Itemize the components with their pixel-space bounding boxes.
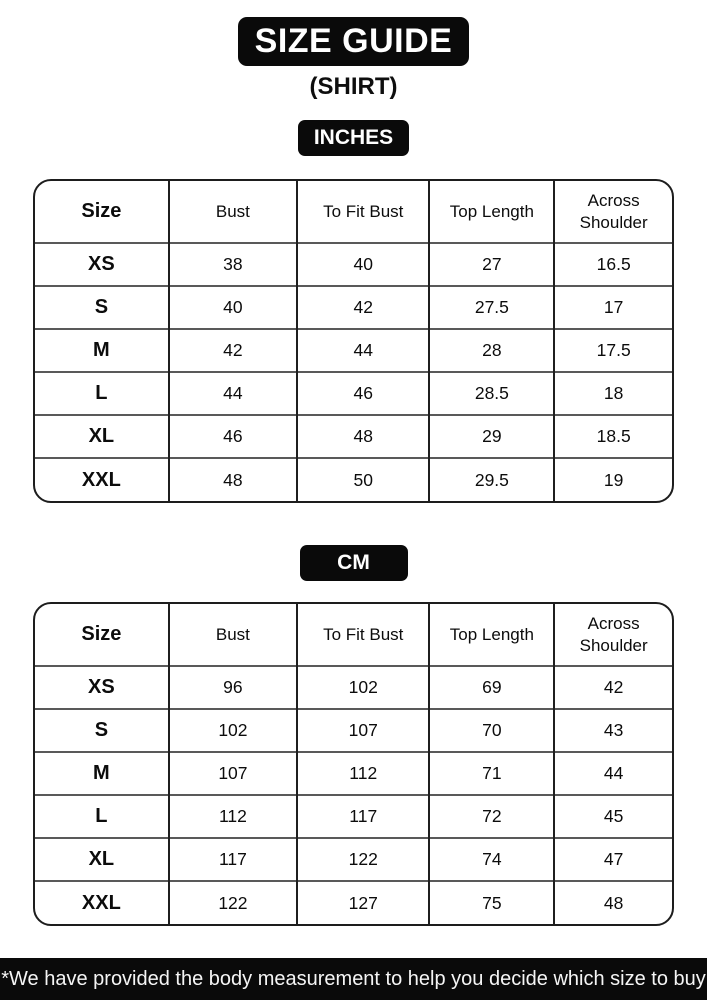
column-header: To Fit Bust (297, 181, 429, 243)
size-label: M (93, 762, 110, 784)
measurement-value: 117 (169, 838, 297, 881)
measurement-value: 122 (297, 838, 429, 881)
measurement-value: 45 (554, 795, 672, 838)
measurement-value: 42 (297, 286, 429, 329)
cm-size-table (35, 604, 672, 924)
column-header: Bust (169, 181, 297, 243)
measurement-value: 17.5 (554, 329, 672, 372)
column-header: Across Shoulder (554, 604, 672, 666)
measurement-value: 117 (297, 795, 429, 838)
measurement-value: 107 (169, 752, 297, 795)
measurement-value: 43 (554, 709, 672, 752)
measurement-value: 29.5 (429, 458, 554, 501)
measurement-value: 16.5 (554, 243, 672, 286)
measurement-value: 127 (297, 881, 429, 924)
garment-subtitle: (SHIRT) (309, 73, 398, 100)
size-label: S (94, 296, 109, 318)
measurement-value: 48 (297, 415, 429, 458)
measurement-value: 112 (169, 795, 297, 838)
column-header: Across Shoulder (554, 181, 672, 243)
size-label: M (93, 339, 110, 361)
measurement-value: 27 (429, 243, 554, 286)
footer-note-bar (0, 958, 707, 1000)
table-row (35, 709, 672, 752)
measurement-value: 96 (169, 666, 297, 709)
measurement-value: 74 (429, 838, 554, 881)
page-title: SIZE GUIDE (254, 22, 453, 60)
inches-table-container (33, 179, 674, 503)
table-row (35, 458, 672, 501)
table-row (35, 329, 672, 372)
column-header: To Fit Bust (297, 604, 429, 666)
table-row (35, 286, 672, 329)
column-header: Size (81, 623, 122, 645)
measurement-value: 75 (429, 881, 554, 924)
measurement-value: 44 (297, 329, 429, 372)
measurement-value: 28.5 (429, 372, 554, 415)
header-row (35, 604, 672, 666)
table-row (35, 881, 672, 924)
measurement-value: 17 (554, 286, 672, 329)
measurement-value: 29 (429, 415, 554, 458)
cm-table-container (33, 602, 674, 926)
measurement-value: 44 (554, 752, 672, 795)
measurement-value: 42 (554, 666, 672, 709)
measurement-value: 18.5 (554, 415, 672, 458)
table-row (35, 666, 672, 709)
measurement-value: 48 (169, 458, 297, 501)
size-label: S (94, 719, 109, 741)
measurement-value: 18 (554, 372, 672, 415)
inches-size-table (35, 181, 672, 501)
table-row (35, 838, 672, 881)
unit-badge-inches: INCHES (298, 120, 409, 156)
header-row (35, 181, 672, 243)
table-row (35, 243, 672, 286)
table-row (35, 415, 672, 458)
page-title-badge (238, 17, 470, 66)
measurement-value: 72 (429, 795, 554, 838)
measurement-value: 102 (169, 709, 297, 752)
measurement-value: 70 (429, 709, 554, 752)
measurement-value: 46 (297, 372, 429, 415)
measurement-value: 42 (169, 329, 297, 372)
measurement-value: 19 (554, 458, 672, 501)
measurement-value: 44 (169, 372, 297, 415)
measurement-value: 122 (169, 881, 297, 924)
size-label: L (95, 382, 108, 404)
table-row (35, 795, 672, 838)
column-header: Top Length (429, 604, 554, 666)
measurement-value: 38 (169, 243, 297, 286)
measurement-value: 40 (297, 243, 429, 286)
measurement-value: 50 (297, 458, 429, 501)
table-row (35, 372, 672, 415)
measurement-value: 69 (429, 666, 554, 709)
measurement-value: 28 (429, 329, 554, 372)
size-label: XS (88, 253, 115, 275)
column-header: Top Length (429, 181, 554, 243)
measurement-value: 107 (297, 709, 429, 752)
size-label: XL (88, 848, 115, 870)
measurement-value: 112 (297, 752, 429, 795)
measurement-value: 102 (297, 666, 429, 709)
unit-badge-cm: CM (300, 545, 408, 581)
measurement-value: 27.5 (429, 286, 554, 329)
size-label: XS (88, 676, 115, 698)
measurement-value: 40 (169, 286, 297, 329)
table-row (35, 752, 672, 795)
size-label: XXL (81, 468, 121, 491)
size-label: XL (88, 425, 115, 447)
footer-note: *We have provided the body measurement to help you decide which size to buy (1, 967, 706, 990)
measurement-value: 47 (554, 838, 672, 881)
column-header: Bust (169, 604, 297, 666)
size-label: L (95, 805, 108, 827)
measurement-value: 46 (169, 415, 297, 458)
column-header: Size (81, 200, 122, 222)
measurement-value: 48 (554, 881, 672, 924)
size-label: XXL (81, 891, 121, 914)
measurement-value: 71 (429, 752, 554, 795)
